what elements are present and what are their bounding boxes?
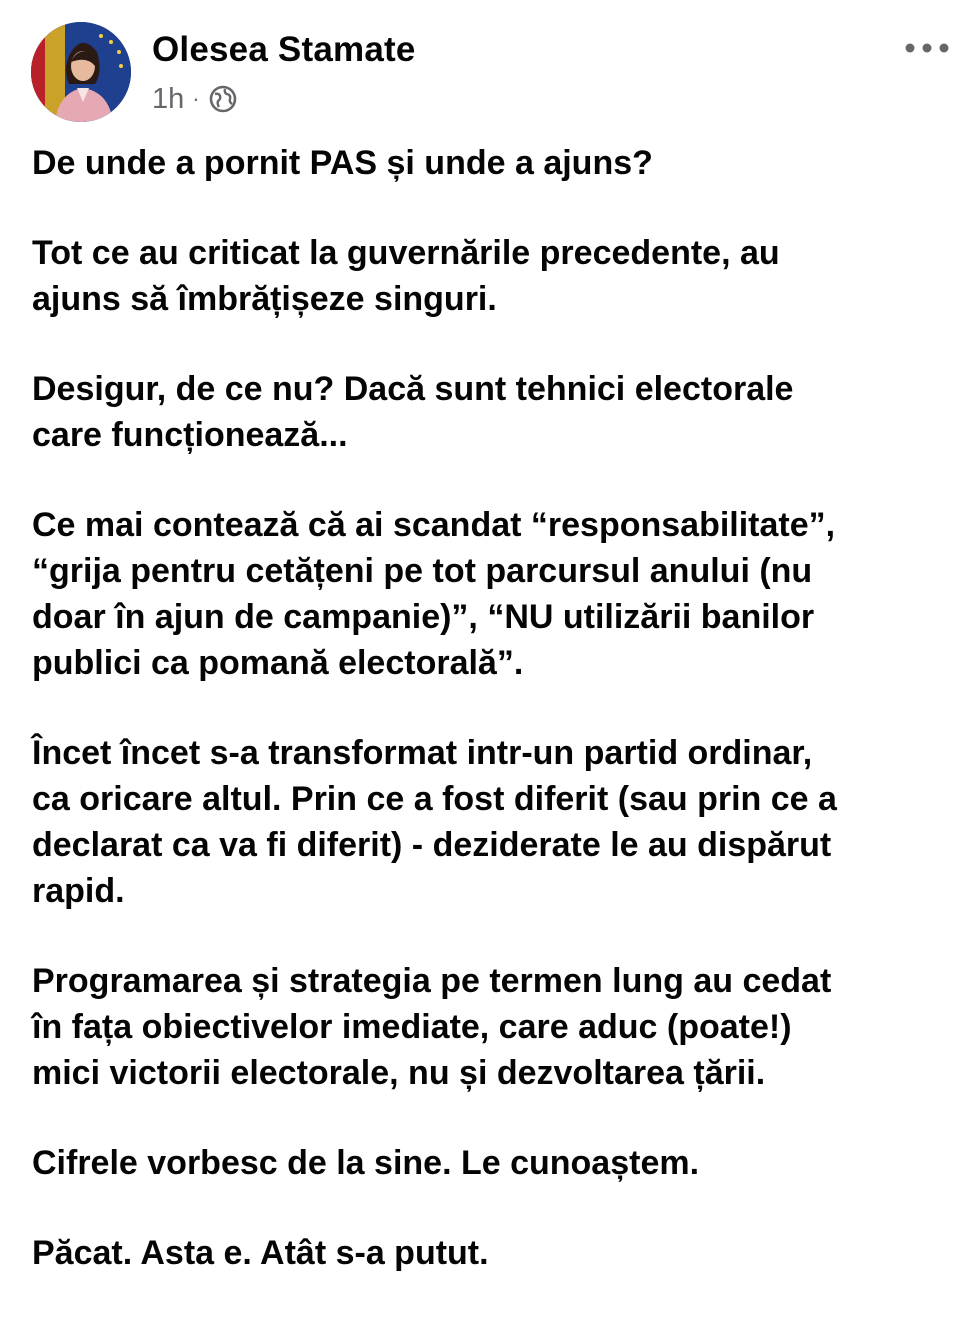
post-header bbox=[0, 0, 963, 130]
text-line: ca oricare altul. Prin ce a fost diferit (sau prin ce a bbox=[32, 780, 837, 818]
post-meta bbox=[152, 82, 238, 116]
text-line: Cifrele vorbesc de la sine. Le cunoaștem. bbox=[32, 1144, 700, 1182]
text-line: De unde a pornit PAS și unde a ajuns? bbox=[32, 144, 653, 182]
text-line: în fața obiectivelor imediate, care aduc (poate!) bbox=[32, 1008, 792, 1046]
avatar[interactable] bbox=[31, 22, 131, 122]
author-name[interactable]: Olesea Stamate bbox=[152, 30, 416, 69]
text-line: care funcționează... bbox=[32, 416, 348, 454]
text-line: doar în ajun de campanie)”, “NU utilizării banilor bbox=[32, 598, 815, 636]
text-line: ajuns să îmbrățișeze singuri. bbox=[32, 280, 497, 318]
paragraph-5 bbox=[32, 730, 957, 914]
text-line: Programarea și strategia pe termen lung au cedat bbox=[32, 962, 832, 1000]
text-line: declarat ca va fi diferit) - deziderate le au dispărut bbox=[32, 826, 832, 864]
text-line: rapid. bbox=[32, 872, 125, 910]
meta-separator: · bbox=[192, 86, 200, 111]
text-line: mici victorii electorale, nu și dezvoltarea țării. bbox=[32, 1054, 766, 1092]
text-line: Tot ce au criticat la guvernările precedente, au bbox=[32, 234, 780, 272]
text-line: Desigur, de ce nu? Dacă sunt tehnici electorale bbox=[32, 370, 794, 408]
text-line: Ce mai contează că ai scandat “responsabilitate”, bbox=[32, 506, 836, 544]
more-options-button[interactable] bbox=[899, 28, 955, 68]
paragraph-3 bbox=[32, 366, 957, 458]
post-body bbox=[32, 140, 957, 1320]
more-options-icon bbox=[904, 42, 950, 54]
text-line: Încet încet s-a transformat intr-un partid ordinar, bbox=[32, 734, 813, 772]
paragraph-1 bbox=[32, 140, 957, 186]
paragraph-7 bbox=[32, 1140, 957, 1186]
post-time[interactable]: 1h bbox=[152, 82, 185, 115]
paragraph-4 bbox=[32, 502, 957, 686]
globe-icon[interactable] bbox=[208, 84, 238, 114]
paragraph-2 bbox=[32, 230, 957, 322]
text-line: Păcat. Asta e. Atât s-a putut. bbox=[32, 1234, 489, 1272]
text-line: publici ca pomană electorală”. bbox=[32, 644, 524, 682]
text-line: “grija pentru cetățeni pe tot parcursul anului (nu bbox=[32, 552, 813, 590]
paragraph-8 bbox=[32, 1230, 957, 1276]
paragraph-6 bbox=[32, 958, 957, 1096]
avatar-image bbox=[31, 22, 131, 122]
